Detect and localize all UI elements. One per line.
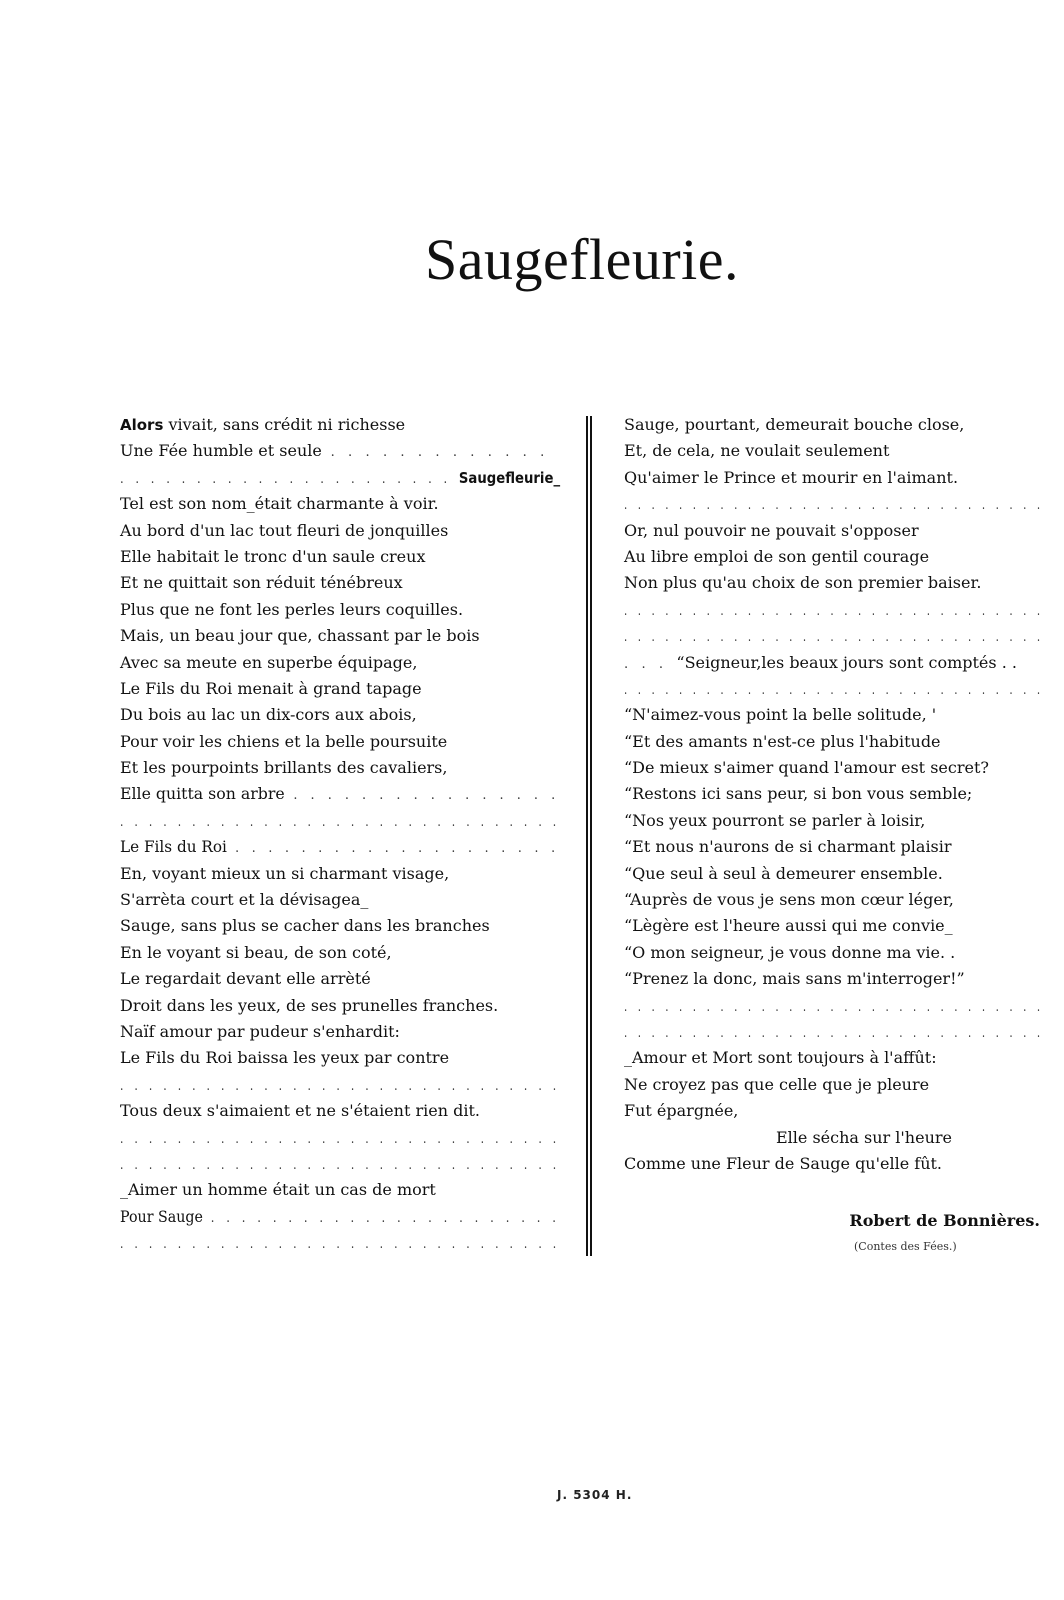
left-column [120,412,560,1257]
poem-line [120,702,560,728]
poem-line [120,755,560,781]
poem-line [624,834,1044,860]
poem-line [624,544,1044,570]
column-divider [586,416,592,1256]
poem-line [120,412,560,438]
line-text: Le Fils du Roi baissa les yeux par contre [120,1048,450,1068]
line-text: Pour Sauge [120,1206,203,1226]
line-text: “Que seul à seul à demeurer ensemble. [624,863,943,883]
line-text: “Lègère est l'heure aussi qui me convie_ [624,916,953,936]
poem-title: Saugefleurie. [424,227,740,292]
line-text: “De mieux s'aimer quand l'amour est secret? [624,758,989,778]
line-text: “Auprès de vous je sens mon cœur léger, [624,890,954,910]
poem-line [120,993,560,1019]
dotted-leader: . . . . . . . . . . . . . . . . . . . . . . . . . . . . . . . [624,498,1044,514]
line-text: Le Fils du Roi [120,837,227,857]
line-text: Mais, un beau jour que, chassant par le bois [120,626,480,646]
poem-line [624,438,1044,464]
poem-line [120,491,560,517]
poem-line [624,1072,1044,1098]
poem-line [120,940,560,966]
poem-line [120,861,560,887]
poem-line [624,702,1044,728]
poem-line [624,676,1044,702]
line-text: Droit dans les yeux, de ses prunelles franches. [120,995,499,1015]
source-note: (Contes des Fées.) [854,1240,957,1253]
poem-line [120,438,560,464]
poem-line [120,781,560,807]
poem-line [120,1125,560,1151]
poem-line [120,913,560,939]
poem-line [624,465,1044,491]
poem-line [624,597,1044,623]
poem-line [624,729,1044,755]
line-text: “N'aimez-vous point la belle solitude, ' [624,705,937,725]
poem-line [624,570,1044,596]
line-text: Sauge, sans plus se cacher dans les branches [120,916,490,936]
poem-line [624,650,1044,676]
poem-line [120,887,560,913]
line-text: Tous deux s'aimaient et ne s'étaient rien dit. [120,1101,480,1121]
poem-line [120,729,560,755]
line-text: Comme une Fleur de Sauge qu'elle fût. [624,1153,943,1173]
line-text: Qu'aimer le Prince et mourir en l'aimant. [624,467,959,487]
line-lead-word: Alors [120,416,164,434]
poem-line [120,544,560,570]
line-text: “Seigneur,les beaux jours sont comptés . . [676,652,1017,672]
poem-line [120,650,560,676]
poem-line [120,597,560,623]
line-text: Plus que ne font les perles leurs coquilles. [120,599,464,619]
dotted-leader: . . . . . . . . . . . . . . . . . . . . . . . . . . . . . . . [120,1078,560,1094]
line-text: Du bois au lac un dix-cors aux abois, [120,705,417,725]
poem-line [624,966,1044,992]
dotted-leader: . . . . . . . . . . . . . [321,445,549,461]
line-text: Non plus qu'au choix de son premier baiser. [624,573,982,593]
line-name-word: Saugefleurie_ [458,468,561,487]
poem-line [624,808,1044,834]
poem-line [120,570,560,596]
line-text: Au bord d'un lac tout fleuri de jonquilles [120,520,449,540]
line-text: Tel est son nom_était charmante à voir. [120,494,439,514]
poem-line [120,1204,561,1230]
line-text: vivait, sans crédit ni richesse [163,415,406,434]
line-text: Avec sa meute en superbe équipage, [120,652,418,672]
poem-line [624,1098,1044,1124]
poem-line [624,755,1044,781]
dotted-leader: . . . . . . . . . . . . . . . . . . . . . . . . . . . . . . . [120,1157,560,1173]
dotted-leader: . . . . . . . . . . . . . . . . . . . . . . [120,471,459,487]
poem-line [120,465,561,491]
line-text: Naïf amour par pudeur s'enhardit: [120,1021,400,1041]
poem-line [624,861,1044,887]
line-text: “Restons ici sans peur, si bon vous semble; [624,784,973,804]
line-text: Et ne quittait son réduit ténébreux [120,573,403,593]
poem-line [120,1045,560,1071]
poem-line [120,834,560,860]
poem-line [120,1019,560,1045]
line-text: Au libre emploi de son gentil courage [624,546,930,566]
poem-line [624,1019,1044,1045]
poem-line [624,1125,1044,1151]
poem-line [624,913,1044,939]
poem-line [624,623,1044,649]
line-text: En, voyant mieux un si charmant visage, [120,863,450,883]
dotted-leader: . . . . . . . . . . . . . . . . . . . . . . . [202,1210,561,1226]
dotted-leader: . . . . . . . . . . . . . . . . . . . . . . . . . . . . . . . [624,682,1044,698]
line-text: Elle sécha sur l'heure [776,1127,952,1147]
dotted-leader: . . . [624,656,677,672]
poem-line [624,993,1044,1019]
line-text: Elle quitta son arbre [120,784,285,804]
line-text: Elle habitait le tronc d'un saule creux [120,546,426,566]
line-text: “Nos yeux pourront se parler à loisir, [624,810,926,830]
line-text: Une Fée humble et seule [120,441,322,461]
line-text: Or, nul pouvoir ne pouvait s'opposer [624,520,919,540]
line-text: Pour voir les chiens et la belle poursuite [120,731,448,751]
line-text: “Prenez la donc, mais sans m'interroger!” [624,969,965,989]
author-signature: Robert de Bonnières. [849,1211,1040,1230]
poem-line [624,940,1044,966]
dotted-leader: . . . . . . . . . . . . . . . . . . . . . . . . . . . . . . . [120,1237,560,1253]
poem-line [120,518,560,544]
dotted-leader: . . . . . . . . . . . . . . . . [284,788,560,804]
poem-line [120,623,560,649]
poem-line [624,491,1044,517]
line-text: _Aimer un homme était un cas de mort [120,1180,436,1200]
poem-line [624,1045,1044,1071]
dotted-leader: . . . . . . . . . . . . . . . . . . . . . . . . . . . . . . . [624,1025,1044,1041]
line-text: “Et nous n'aurons de si charmant plaisir [624,837,952,857]
right-column [624,412,1044,1177]
poem-line [120,1151,560,1177]
line-text: Sauge, pourtant, demeurait bouche close, [624,415,965,434]
line-text: Et les pourpoints brillants des cavaliers, [120,758,448,778]
line-text: S'arrèta court et la dévisagea_ [120,890,369,910]
line-text: Le regardait devant elle arrèté [120,969,371,989]
poem-line [120,1072,560,1098]
dotted-leader: . . . . . . . . . . . . . . . . . . . . . . . . . . . . . . . [624,999,1044,1015]
dotted-leader: . . . . . . . . . . . . . . . . . . . . . . . . . . . . . . . [120,1131,560,1147]
line-text: _Amour et Mort sont toujours à l'affût: [624,1048,937,1068]
poem-line [624,781,1044,807]
poem-line [624,518,1044,544]
dotted-leader: . . . . . . . . . . . . . . . . . . . . [226,841,560,857]
line-text: Ne croyez pas que celle que je pleure [624,1074,930,1094]
poem-line [120,808,560,834]
poem-line [120,1177,560,1203]
poem-line [120,676,560,702]
poem-line [624,1151,1044,1177]
line-text: Fut épargnée, [624,1101,739,1121]
dotted-leader: . . . . . . . . . . . . . . . . . . . . . . . . . . . . . . . [624,630,1044,646]
poem-line [624,412,1044,438]
line-text: Le Fils du Roi menait à grand tapage [120,678,422,698]
dotted-leader: . . . . . . . . . . . . . . . . . . . . . . . . . . . . . . . [120,814,560,830]
poem-line [120,966,560,992]
poem-line [120,1098,560,1124]
poem-line [120,1230,560,1256]
line-text: Et, de cela, ne voulait seulement [624,441,890,461]
dotted-leader: . . . . . . . . . . . . . . . . . . . . . . . . . . . . . . . [624,603,1044,619]
plate-number: J. 5304 H. [557,1488,633,1502]
line-text: “Et des amants n'est-ce plus l'habitude [624,731,941,751]
line-text: “O mon seigneur, je vous donne ma vie. . [624,942,956,962]
line-text: En le voyant si beau, de son coté, [120,942,392,962]
poem-line [624,887,1044,913]
